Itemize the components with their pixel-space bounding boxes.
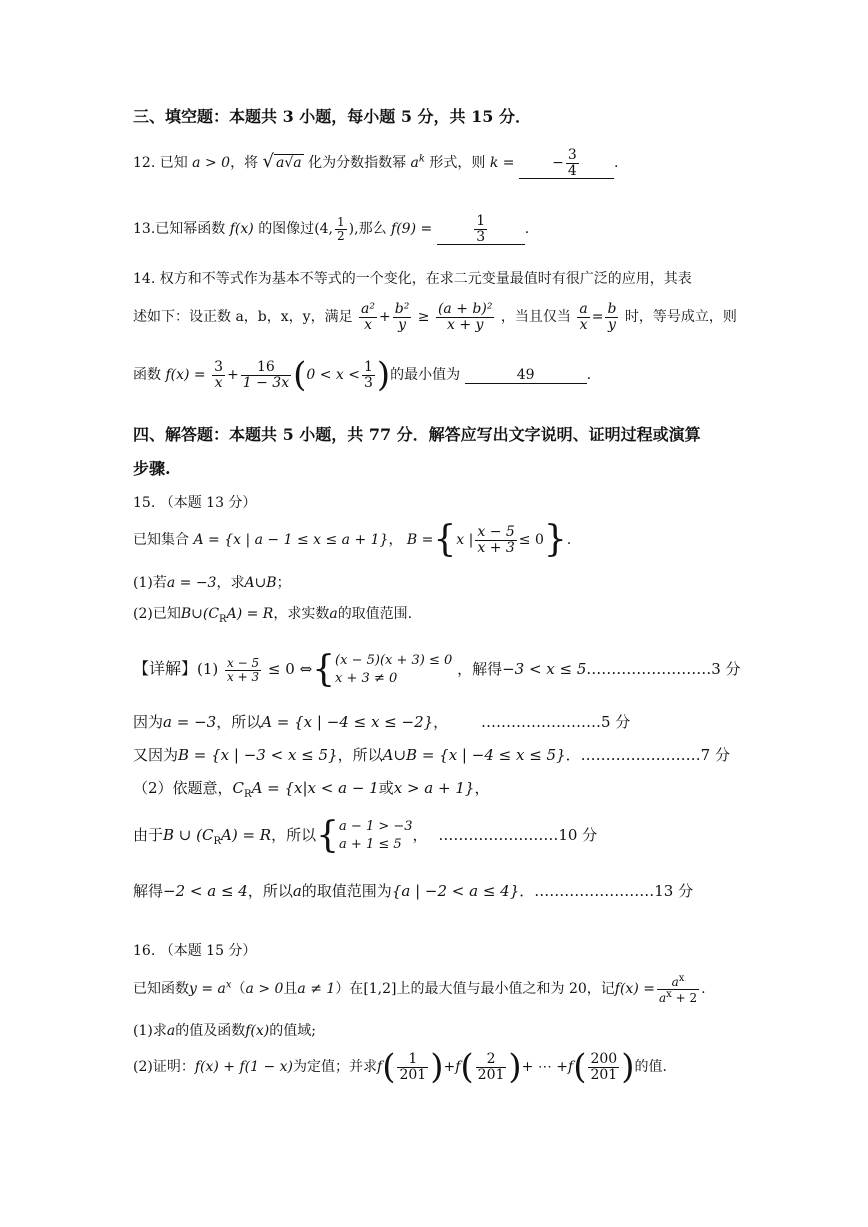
q13-answer-numerator: 1 [476, 213, 486, 229]
q13-f9: f(9) = [391, 221, 433, 238]
solution-step-1: 【详解】(1) $\frac{x - 5}{x + 3}$ ≤ 0 ⇔{(x − 5)(x + 3) ≤ 0 x + 3 ≠ 0 ，解得−3 < x ≤ 5.……………………3 分 [133, 649, 741, 691]
q12-text: ，将 [230, 155, 259, 172]
question-14-line-3: 函数 f(x) = $\frac{3}{x}$ + $\frac{16}{1 - 3x}$ (0 < x < $\frac{1}{3}$ )的最小值为 49 . [133, 355, 592, 395]
q12-end: . [613, 155, 619, 172]
q13-point-denominator: 2 [337, 228, 345, 243]
q16-function-exp: x [225, 979, 232, 991]
q14-range-numerator: 1 [363, 358, 373, 375]
solution-s1-equiv: ≤ 0 ⇔ [267, 660, 313, 679]
q15-p1-text: ； [276, 575, 291, 591]
q16-p1-text: (1)求 [133, 1023, 167, 1039]
solution-text: 因为 [133, 713, 164, 731]
q15-p2-expr: B∪(C [180, 606, 220, 622]
q16-term-3-denominator: 201 [590, 1066, 618, 1083]
q14-ge: ≥ [417, 309, 430, 326]
solution-s5-expr: A) = R [221, 826, 272, 845]
q16-f-denominator-exp: x [666, 988, 672, 1000]
q14-answer-blank: 49 [465, 367, 587, 384]
question-16-given [133, 974, 706, 1004]
q15-p1-text: ，求 [216, 575, 245, 591]
solution-text: 的取值范围为 [301, 882, 392, 900]
solution-step-5: 由于B ∪ $(C_RA) = R$，所以{a − 1 > −3 a + 1 ≤ 5， ……………………10 分 [133, 815, 598, 857]
q12-text: 已知 [159, 155, 188, 172]
q12-condition: a > 0 [192, 155, 231, 172]
q16-f-denominator: + 2 [671, 990, 698, 1005]
q16-number: 16. [133, 943, 156, 959]
solution-s4-set: x > a + 1} [393, 779, 475, 797]
q15-score: （本题 13 分） [159, 495, 257, 511]
q14-a2: a² [361, 301, 375, 317]
section-3-heading: 三、填空题：本题共 3 小题，每小题 5 分，共 15 分． [133, 107, 531, 126]
q12-radical: √ a√a [262, 151, 302, 173]
solution-s2-cond: a = −3 [163, 713, 217, 731]
q13-point: ) [348, 221, 355, 238]
question-16-part-1 [133, 1020, 316, 1040]
q12-power-exponent: k [418, 153, 425, 165]
solution-s4-or: 或 [378, 779, 394, 797]
solution-text: 解得 [133, 882, 164, 900]
q15-p1-cond: a = −3 [166, 575, 217, 591]
q14-end: . [586, 367, 592, 383]
q15-p1-expr: A∪B [244, 575, 277, 591]
q12-answer-blank [519, 148, 614, 179]
q15-p2-text: ，求实数 [273, 606, 330, 622]
q14-range-denominator: 3 [363, 374, 373, 391]
q13-function: f(x) [229, 221, 254, 238]
q13-number: 13. [133, 221, 156, 238]
solution-text: ，所以 [247, 882, 293, 900]
q15-set-a: A = {x | a − 1 ≤ x ≤ a + 1} [193, 532, 389, 548]
solution-s1-system-2: x + 3 ≠ 0 [335, 671, 398, 687]
q12-radicand: a√a [276, 155, 302, 172]
q16-term-2-denominator: 201 [477, 1066, 505, 1083]
q15-p2-text: (2)已知 [133, 606, 181, 622]
q14-y: y [398, 316, 406, 333]
q14-text: 时，等号成立，则 [624, 309, 737, 326]
solution-s5-system-2: a + 1 ≤ 5 [339, 837, 402, 853]
q13-text: 的图像过 [258, 221, 315, 238]
q13-point: (4, [314, 221, 334, 238]
q15-end: . [566, 532, 572, 548]
solution-dots: ．…………………… [565, 746, 701, 764]
q16-p2-text: 的值. [634, 1059, 667, 1075]
solution-text: ，所以 [337, 746, 383, 764]
q16-f: f [568, 1059, 574, 1075]
solution-dots: …………………… [438, 826, 559, 845]
q16-f-numerator: a [671, 975, 679, 989]
q14-denominator-x: x [214, 374, 223, 391]
question-14-line-2: 述如下：设正数 a，b，x，y，满足 $\frac{\text{a²}}{x}$ + $\frac{\text{b²}}{y}$ ≥ $\frac{\text{(a + b)²}}{x + y}$ ，当且仅当 $\frac{a}{x}$ = $\frac{b}{y}$ 时，等号成立，则 [133, 301, 737, 333]
solution-s5-expr: B ∪ (C [163, 826, 214, 845]
solution-text: （2）依题意， [133, 779, 233, 797]
q16-term-1-denominator: 201 [399, 1066, 427, 1083]
question-15-part-1 [133, 572, 291, 592]
q14-y: y [607, 316, 616, 333]
solution-text: 又因为 [133, 746, 179, 764]
solution-s2-result: A = {x | −4 ≤ x ≤ −2} [261, 713, 434, 731]
solution-s1-result: −3 < x ≤ 5 [502, 660, 587, 679]
q14-numerator-16: 16 [241, 360, 291, 376]
solution-s5-system-1: a − 1 > −3 [339, 819, 413, 834]
question-16-title [133, 940, 256, 960]
q15-p2-var: a [329, 606, 338, 622]
q16-ellipsis: + ⋯ + [521, 1059, 569, 1075]
q16-f-numerator-exp: x [678, 973, 685, 984]
q12-power: a [410, 155, 419, 172]
q15-set-b-var: x | [456, 532, 474, 548]
q16-p2-text: (2)证明： [133, 1059, 195, 1075]
q16-f: f [377, 1059, 383, 1075]
q16-text: 上的最大值与最小值之和为 20，记 [396, 981, 615, 998]
q14-numerator-3: 3 [214, 358, 224, 375]
question-15-part-2 [133, 603, 412, 625]
solution-text: ， [412, 826, 428, 845]
solution-text: ，所以 [271, 826, 317, 845]
q12-k: k = [489, 155, 515, 172]
q14-b: b [607, 301, 617, 317]
question-15-given: 已知集合 A = {x | a − 1 ≤ x ≤ a + 1}， B ={x | $\frac{x - 5}{x + 3}$ ≤ 0}. [133, 519, 572, 560]
q12-number: 12. [133, 155, 156, 172]
solution-dots: ．…………………… [519, 882, 655, 900]
solution-s1-numerator: x − 5 [227, 656, 260, 671]
solution-s4-set: A = {x|x < a − 1 [251, 779, 379, 797]
section-4-heading-cont: 步骤. [133, 459, 171, 478]
q14-text: 的最小值为 [390, 367, 461, 383]
q15-set-b-ineq: ≤ 0 [518, 532, 544, 548]
q16-text: （ [231, 981, 246, 998]
q15-set-b-numerator: x − 5 [477, 523, 515, 540]
q13-text: ,那么 [354, 221, 387, 238]
solution-text: ，所以 [216, 713, 262, 731]
q16-term-2-numerator: 2 [476, 1052, 507, 1068]
q14-text: 述如下：设正数 a，b，x，y，满足 [133, 309, 353, 326]
q16-cond: a > 0 [245, 981, 284, 998]
solution-text: ，解得 [457, 660, 503, 679]
solution-step-6 [133, 880, 693, 901]
q16-plus: + [443, 1059, 456, 1075]
question-14-line-1 [133, 268, 692, 288]
solution-s6-set: {a | −2 < a ≤ 4} [391, 882, 520, 900]
q12-answer-denominator: 4 [567, 162, 577, 179]
q16-f: f [455, 1059, 461, 1075]
q16-term-3-numerator: 200 [590, 1050, 618, 1067]
q15-p1-text: (1)若 [133, 575, 167, 591]
solution-s2-score: 5 分 [600, 713, 631, 731]
question-15-title [133, 492, 256, 512]
q16-p1-var: a [166, 1023, 176, 1039]
q15-text: ， [388, 532, 403, 548]
q12-answer-numerator: 3 [567, 147, 577, 163]
solution-text: ， [433, 713, 449, 731]
solution-s3-score: 7 分 [700, 746, 730, 764]
solution-step-2 [133, 711, 630, 732]
solution-dots: .…………………… [586, 660, 712, 679]
q14-text: 权方和不等式作为基本不等式的一个变化，在求二元变量最值时有很广泛的应用，其表 [159, 271, 692, 287]
solution-text: 由于 [133, 826, 164, 845]
question-12 [133, 148, 618, 179]
q14-function: f(x) = [165, 367, 206, 383]
q16-score: （本题 15 分） [159, 943, 257, 959]
solution-s5-sub: R [213, 836, 222, 848]
section-4-heading: 四、解答题：本题共 5 小题，共 77 分．解答应写出文字说明、证明过程或演算 [133, 425, 701, 444]
q14-range: 0 < x < [306, 367, 360, 383]
solution-text: ， [474, 779, 490, 797]
q16-f-denominator: a [658, 990, 667, 1005]
q12-text: 化为分数指数幂 [308, 155, 407, 172]
q16-text: 已知函数 [133, 981, 189, 998]
q13-answer-denominator: 3 [476, 228, 486, 245]
q15-number: 15. [133, 495, 156, 511]
q16-interval: [1,2] [363, 981, 397, 998]
q15-set-b-denominator: x + 3 [477, 539, 515, 556]
solution-label: 【详解】 [133, 659, 198, 679]
q12-answer-sign: − [552, 155, 564, 172]
q15-text: 已知集合 [133, 532, 189, 548]
q15-p2-expr: A) = R [226, 606, 274, 622]
q14-number: 14. [133, 271, 156, 287]
q14-text: 函数 [133, 367, 161, 383]
q14-ab2: (a + b)² [437, 301, 493, 317]
q16-end: . [701, 981, 706, 998]
solution-s6-score: 13 分 [654, 882, 694, 900]
q13-point-numerator: 1 [337, 215, 345, 230]
q16-function: y = a [189, 981, 226, 998]
q13-end: . [524, 221, 530, 238]
q16-p1-text: 的值及函数 [175, 1023, 246, 1039]
solution-step-4 [133, 777, 489, 800]
q16-text: ）在 [335, 981, 364, 998]
solution-s5-score: 10 分 [558, 826, 598, 845]
solution-s1-system-1: (x − 5)(x + 3) ≤ 0 [335, 653, 453, 668]
q16-fdef: f(x) = [614, 981, 655, 998]
q14-denominator-2: 1 − 3x [242, 374, 290, 391]
solution-dots: …………………… [480, 713, 601, 731]
q15-set-b: B = [406, 532, 434, 548]
solution-s3-result-1: B = {x | −3 < x ≤ 5} [178, 746, 338, 764]
solution-s4-sub: R [244, 789, 252, 800]
q12-text: 形式，则 [429, 155, 486, 172]
q14-b2: b² [394, 301, 410, 317]
q14-x: x [579, 316, 588, 333]
solution-s6-var: a [292, 882, 302, 900]
q14-xy: x + y [446, 316, 484, 333]
q15-p2-text: 的取值范围. [337, 606, 413, 622]
solution-s3-result-2: A∪B = {x | −4 ≤ x ≤ 5} [382, 746, 566, 764]
q16-p2-text: 为定值；并求 [293, 1059, 378, 1075]
q14-x: x [364, 316, 372, 333]
question-16-part-2: (2)证明：f(x) + f(1 − x)为定值；并求f( $\frac{1}{201}$ )+f( $\frac{2}{201}$ )+ ⋯ +f( $\frac{200}{201}$ )的值. [133, 1047, 667, 1087]
solution-part: (1) [197, 660, 219, 679]
q16-p1-text: 的值域; [269, 1023, 316, 1039]
q16-cond2: a ≠ 1 [297, 981, 336, 998]
q13-text: 已知幂函数 [155, 221, 226, 238]
solution-s1-denominator: x + 3 [227, 669, 260, 684]
q13-answer-blank [437, 214, 525, 245]
solution-step-3 [133, 744, 730, 765]
question-13 [133, 214, 529, 245]
solution-s6-result: −2 < a ≤ 4 [163, 882, 248, 900]
q14-text: ，当且仅当 [500, 309, 571, 326]
q16-p1-fx: f(x) [245, 1023, 270, 1039]
solution-s1-score: 3 分 [711, 660, 741, 679]
q14-a: a [579, 301, 588, 317]
q16-term-1-numerator: 1 [397, 1052, 428, 1068]
solution-s4-complement: C [232, 779, 245, 797]
q15-p2-sub: R [219, 613, 227, 625]
q16-p2-expr: f(x) + f(1 − x) [194, 1059, 294, 1075]
q16-text: 且 [283, 981, 298, 998]
